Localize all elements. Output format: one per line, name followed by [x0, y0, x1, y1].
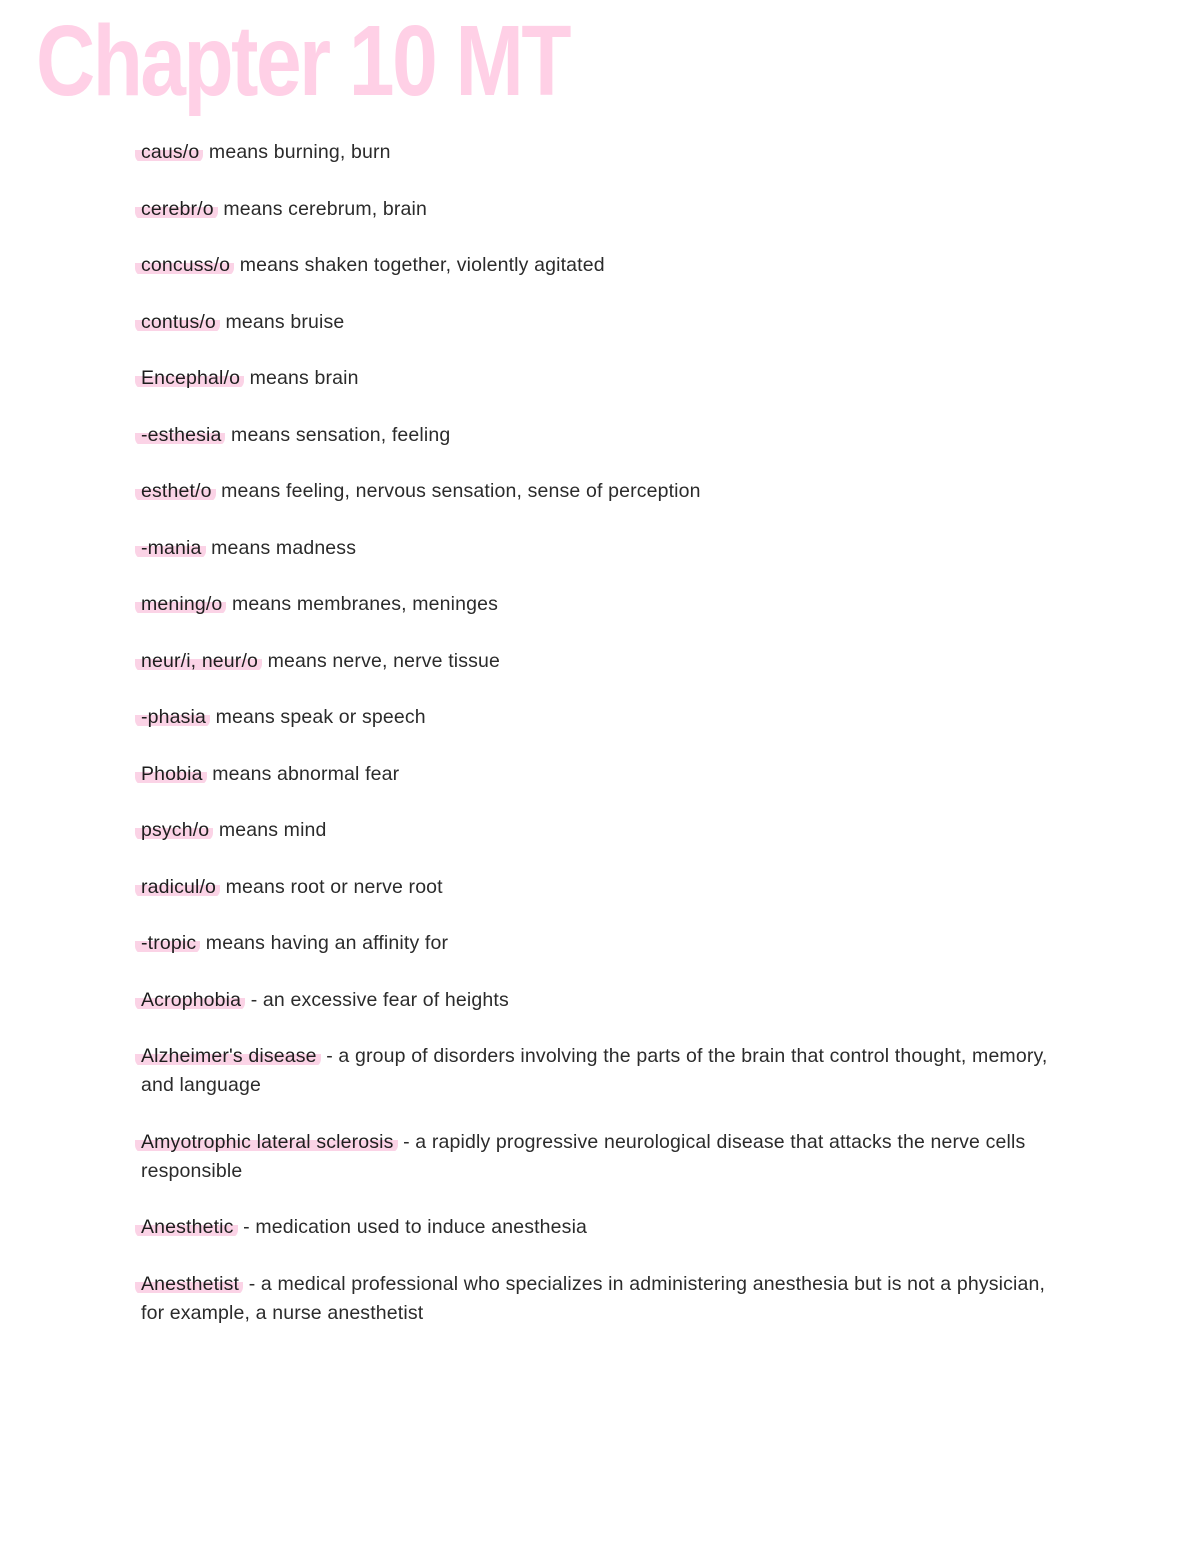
term-definition: - medication used to induce anesthesia [237, 1216, 588, 1238]
note-entry [141, 421, 1071, 450]
note-entry [141, 308, 1071, 337]
highlighted-term: neur/i, neur/o [135, 650, 262, 672]
term-definition: means mind [213, 819, 327, 841]
highlighted-term: Amyotrophic lateral sclerosis [135, 1131, 398, 1153]
term-definition: - a medical professional who specializes in administering anesthesia but is not a physician, for example, a nurse anesthetist [141, 1272, 1046, 1324]
note-entry [141, 195, 1071, 224]
highlighted-term: psych/o [135, 819, 213, 841]
notes-list [141, 138, 1071, 1355]
term-definition: means root or nerve root [220, 875, 443, 898]
highlighted-term: Phobia [135, 763, 207, 785]
note-entry [141, 590, 1071, 619]
note-entry [141, 1213, 1071, 1242]
highlighted-term: -mania [135, 537, 206, 559]
term-definition: means nerve, nerve tissue [262, 649, 501, 672]
note-entry [141, 138, 1071, 167]
highlighted-term: Anesthetic [135, 1216, 238, 1238]
highlighted-term: Anesthetist [135, 1273, 243, 1295]
highlighted-term: Alzheimer's disease [135, 1045, 321, 1067]
term-definition: means sensation, feeling [225, 423, 451, 446]
note-entry [141, 534, 1071, 563]
note-entry [141, 477, 1071, 506]
highlighted-term: cerebr/o [135, 198, 218, 220]
page-title: Chapter 10 MT [36, 5, 570, 117]
note-entry [141, 760, 1071, 789]
note-entry [141, 873, 1071, 902]
term-definition: means madness [205, 536, 357, 559]
term-definition: means having an affinity for [200, 932, 449, 954]
note-entry [141, 1270, 1071, 1328]
highlighted-term: radicul/o [135, 876, 220, 898]
note-entry [141, 816, 1071, 845]
note-entry [141, 647, 1071, 676]
term-definition: means speak or speech [210, 706, 426, 728]
note-entry [141, 1128, 1071, 1186]
highlighted-term: esthet/o [135, 480, 216, 502]
highlighted-term: caus/o [135, 141, 203, 163]
term-definition: - a rapidly progressive neurological disease that attacks the nerve cells responsible [141, 1130, 1026, 1182]
term-definition: means membranes, meninges [226, 593, 499, 615]
highlighted-term: -esthesia [135, 424, 225, 446]
note-entry [141, 364, 1071, 393]
highlighted-term: Acrophobia [135, 989, 245, 1011]
highlighted-term: concuss/o [135, 254, 234, 276]
note-entry [141, 929, 1071, 958]
note-entry [141, 251, 1071, 280]
highlighted-term: Encephal/o [135, 367, 244, 389]
highlighted-term: contus/o [135, 311, 220, 333]
term-definition: means feeling, nervous sensation, sense of perception [215, 480, 701, 502]
note-entry [141, 703, 1071, 732]
highlighted-term: -tropic [135, 932, 200, 954]
highlighted-term: mening/o [135, 593, 226, 615]
term-definition: - a group of disorders involving the parts of the brain that control thought, memory, and language [141, 1045, 1048, 1096]
note-entry [141, 1042, 1071, 1100]
term-definition: means brain [244, 367, 359, 389]
term-definition: means abnormal fear [206, 762, 400, 785]
term-definition: means bruise [219, 310, 345, 333]
note-entry [141, 986, 1071, 1015]
term-definition: means shaken together, violently agitated [234, 254, 605, 276]
term-definition: means burning, burn [203, 141, 391, 163]
term-definition: - an excessive fear of heights [245, 988, 509, 1011]
term-definition: means cerebrum, brain [217, 197, 427, 220]
highlighted-term: -phasia [135, 706, 210, 728]
